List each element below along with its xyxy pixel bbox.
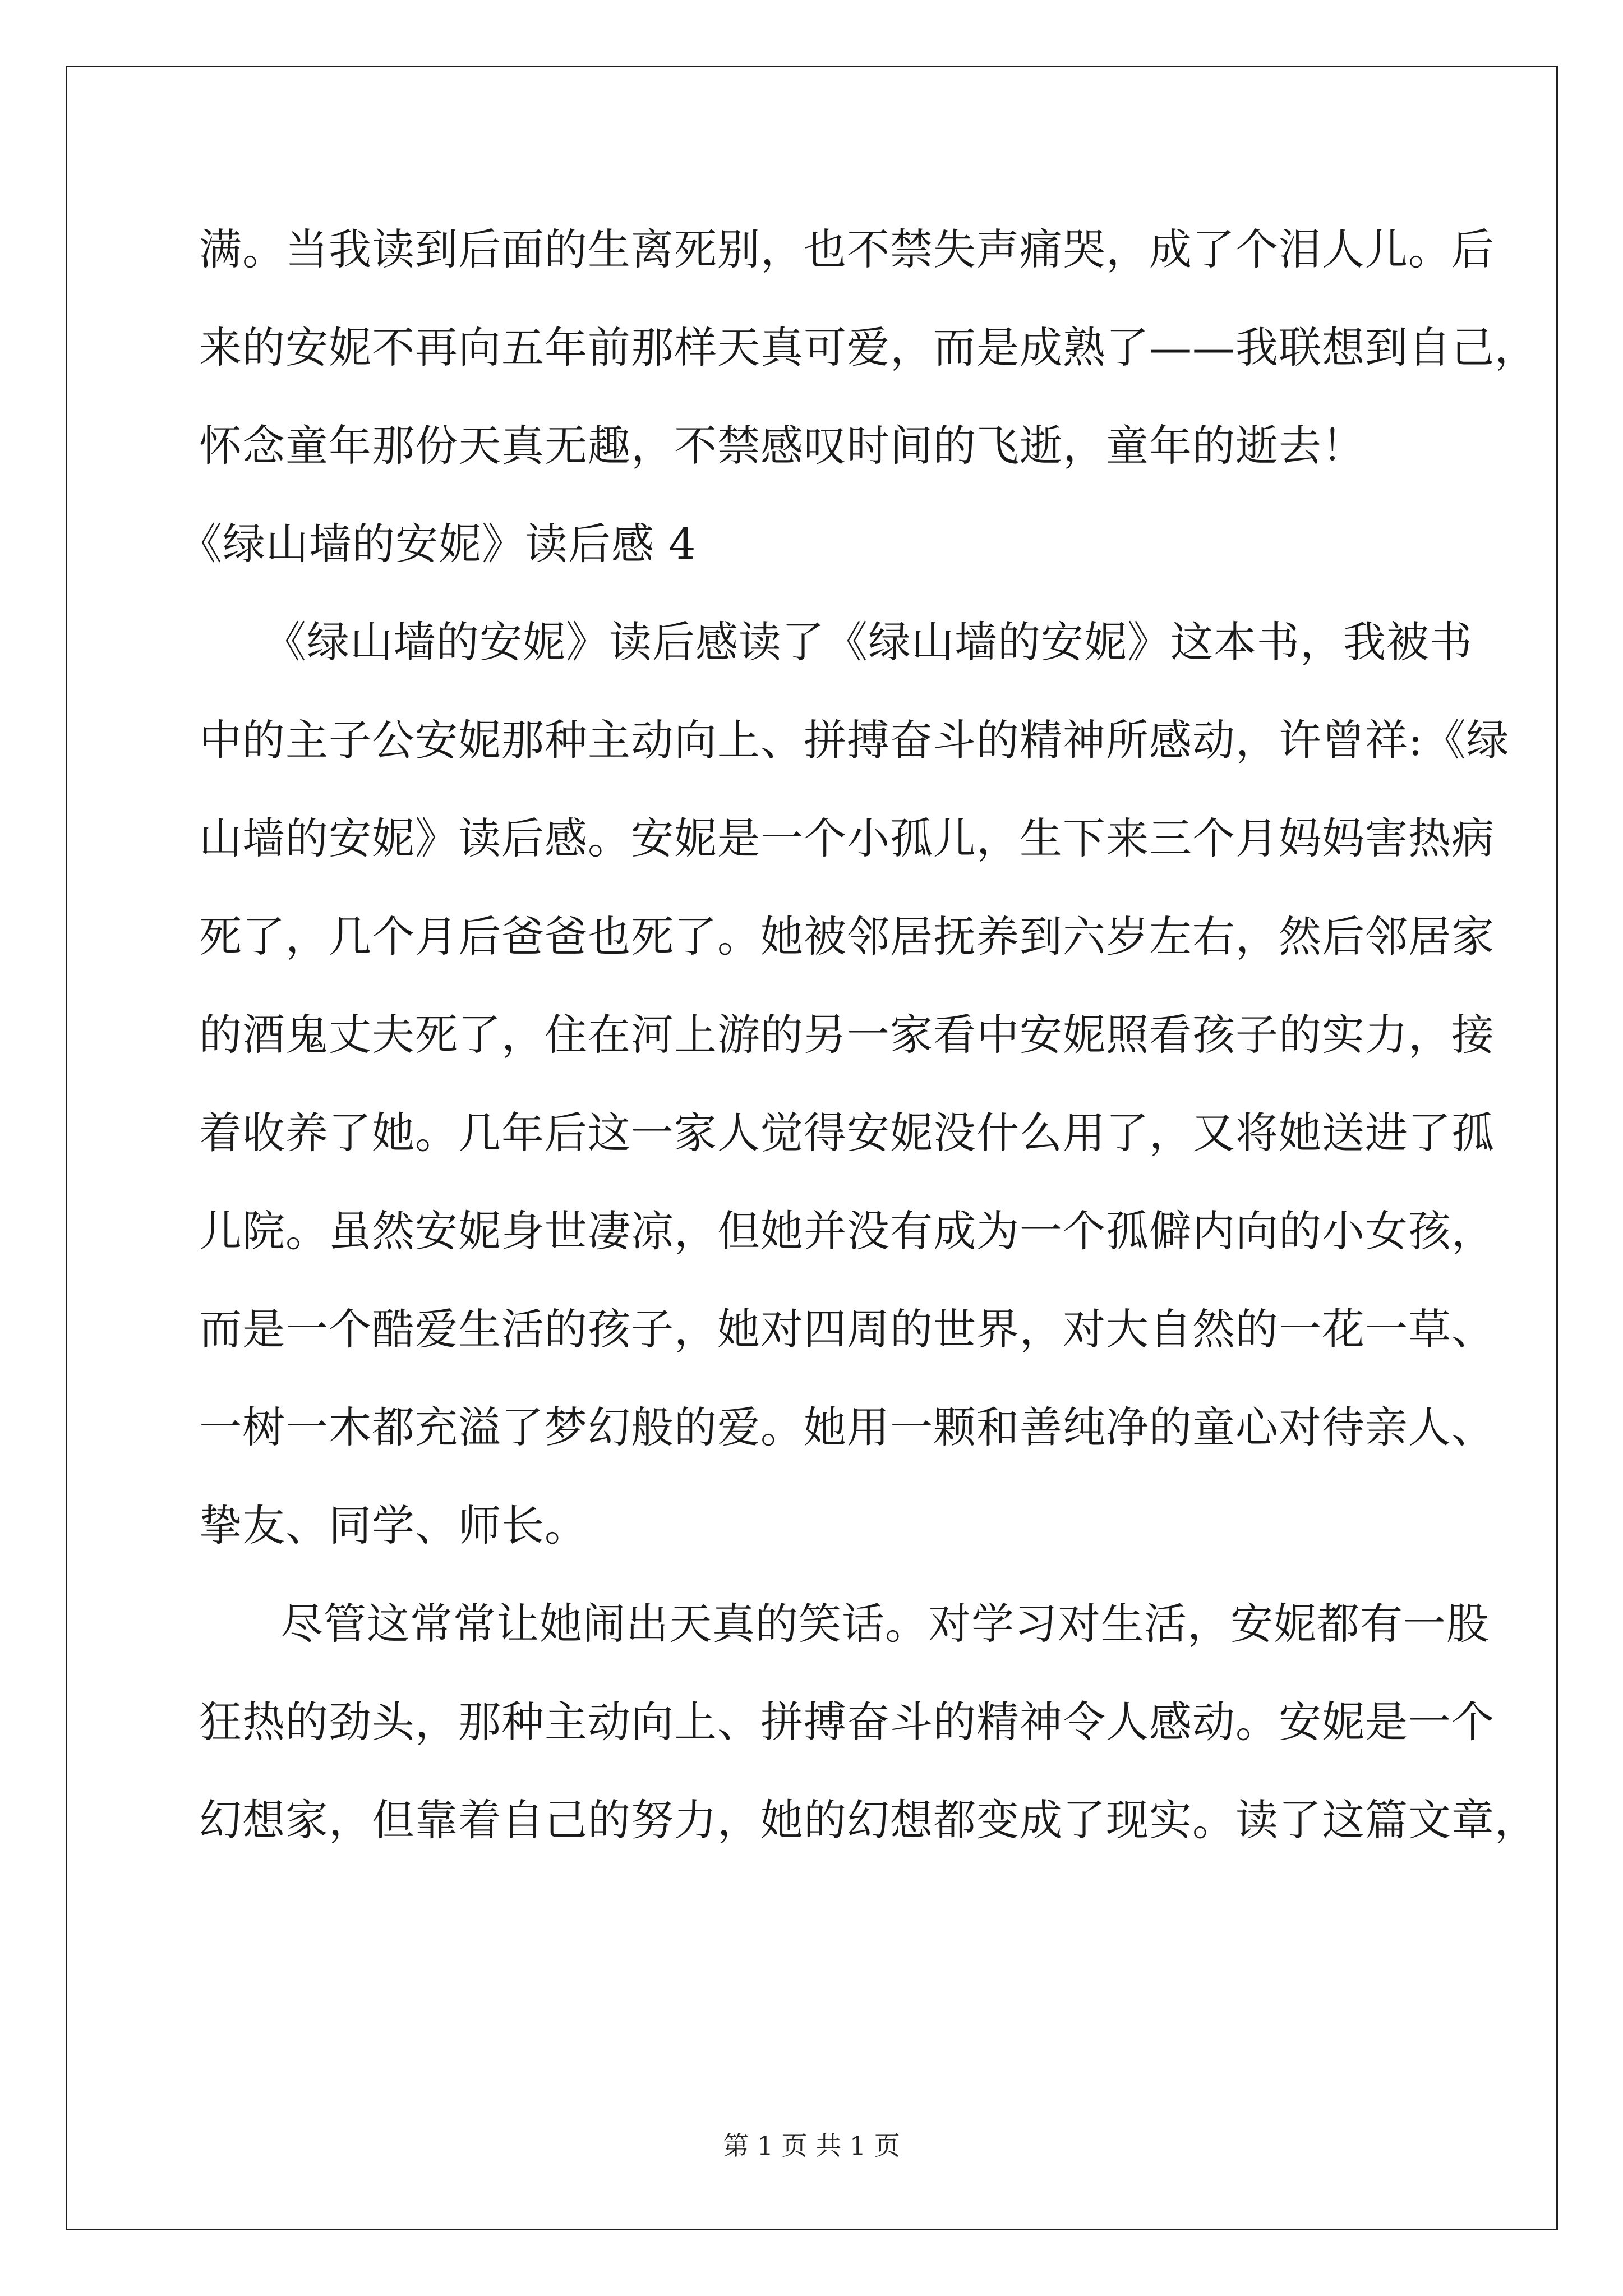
text-line-3: 怀念童年那份天真无趣，不禁感叹时间的飞逝，童年的逝去！: [199, 421, 1365, 471]
text-line-11: 儿院。虽然安妮身世凄凉，但她并没有成为一个孤僻内向的小女孩，: [199, 1206, 1495, 1256]
text-line-14: 挚友、同学、师长。: [199, 1501, 588, 1550]
page-footer: 第 1 页 共 1 页: [723, 2131, 900, 2161]
text-line-2: 来的安妮不再向五年前那样天真可爱，而是成熟了——我联想到自己，: [199, 323, 1538, 372]
text-line-6: 中的主子公安妮那种主动向上、拼搏奋斗的精神所感动，许曾祥:《绿: [199, 715, 1510, 765]
text-line-12: 而是一个酷爱生活的孩子，她对四周的世界，对大自然的一花一草、: [199, 1304, 1495, 1354]
text-line-5: 《绿山墙的安妮》读后感读了《绿山墙的安妮》这本书，我被书: [264, 617, 1473, 667]
text-line-9: 的酒鬼丈夫死了，住在河上游的另一家看中安妮照看孩子的实力，接: [199, 1010, 1495, 1060]
text-line-8: 死了，几个月后爸爸也死了。她被邻居抚养到六岁左右，然后邻居家: [199, 912, 1495, 961]
text-line-10: 着收养了她。几年后这一家人觉得安妮没什么用了，又将她送进了孤: [199, 1108, 1495, 1158]
section-heading: 《绿山墙的安妮》读后感 4: [179, 519, 697, 569]
text-line-13: 一树一木都充溢了梦幻般的爱。她用一颗和善纯净的童心对待亲人、: [199, 1402, 1495, 1452]
text-line-7: 山墙的安妮》读后感。安妮是一个小孤儿，生下来三个月妈妈害热病: [199, 813, 1495, 863]
text-line-17: 幻想家，但靠着自己的努力，她的幻想都变成了现实。读了这篇文章，: [199, 1795, 1538, 1845]
text-line-16: 狂热的劲头，那种主动向上、拼搏奋斗的精神令人感动。安妮是一个: [199, 1697, 1495, 1747]
text-line-15: 尽管这常常让她闹出天真的笑话。对学习对生活，安妮都有一股: [280, 1599, 1490, 1649]
text-line-1: 满。当我读到后面的生离死别，也不禁失声痛哭，成了个泪人儿。后: [199, 224, 1495, 274]
